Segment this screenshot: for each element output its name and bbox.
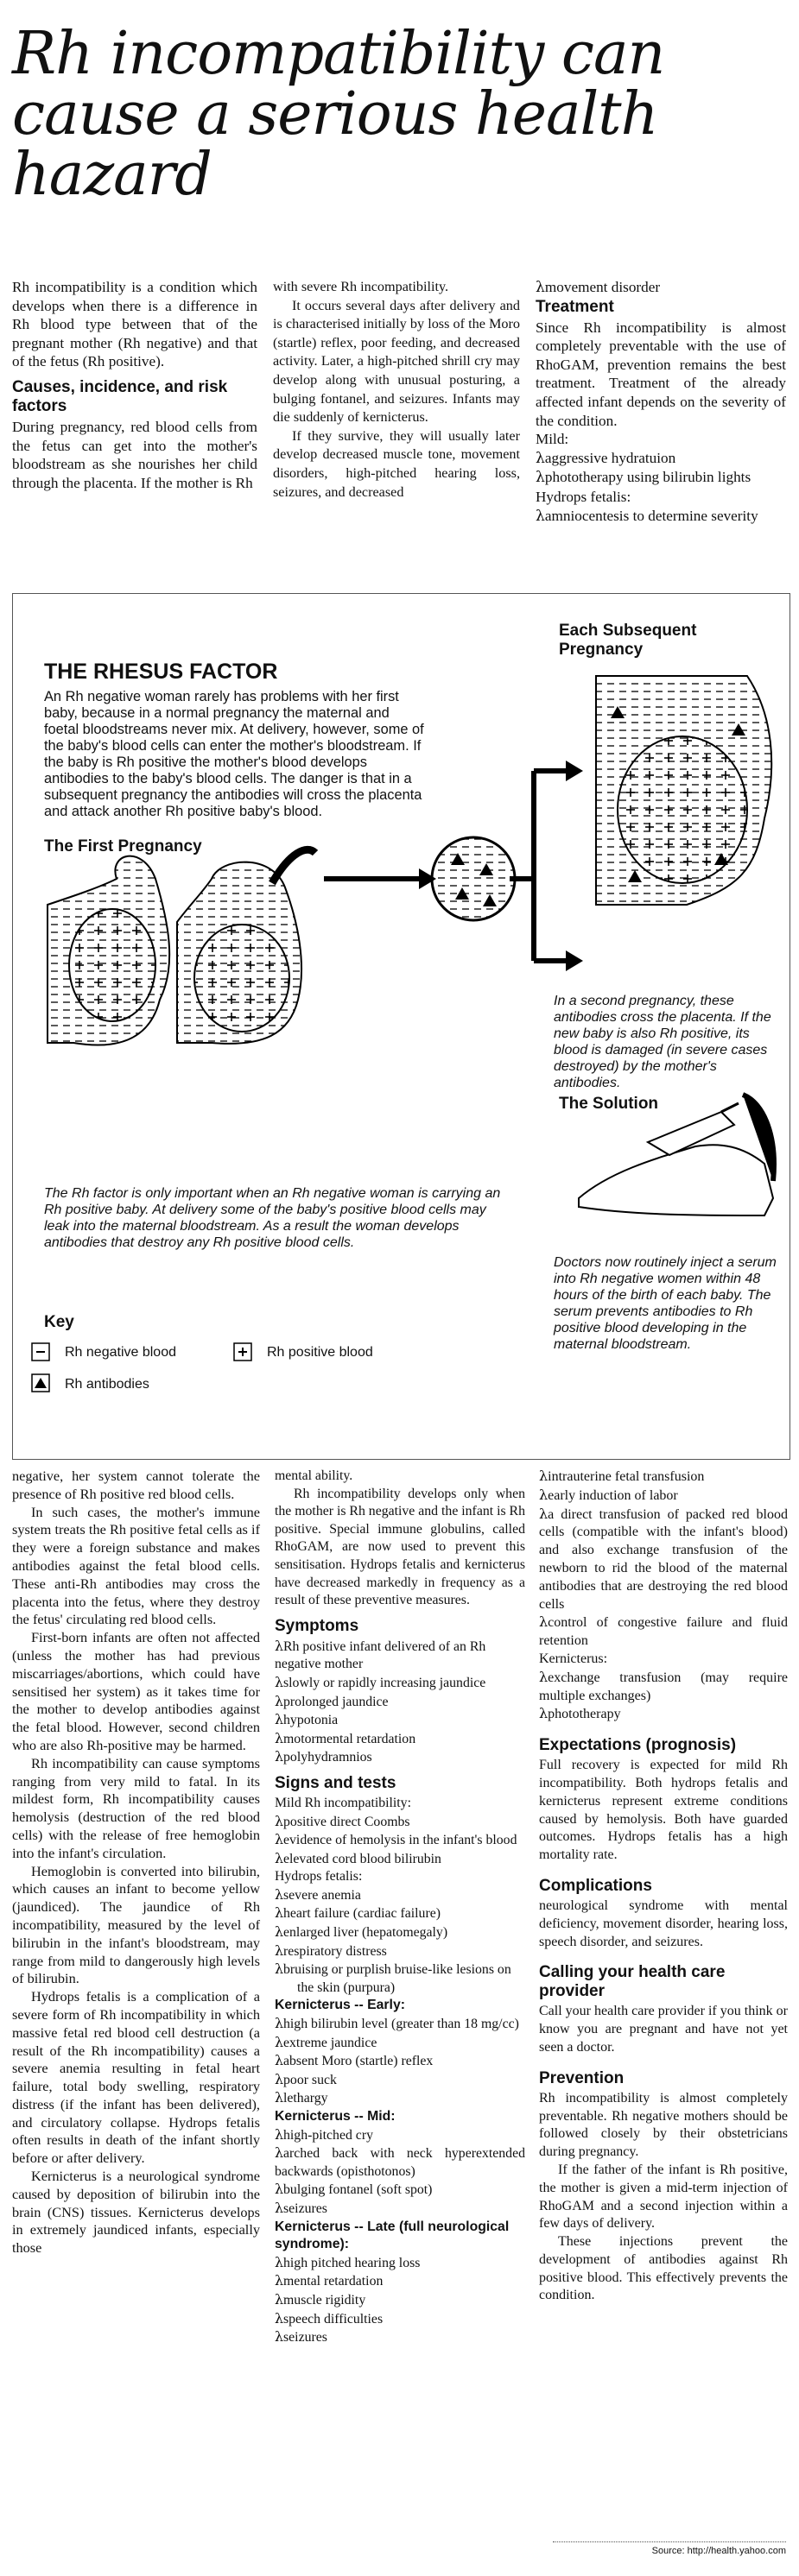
source-credit: Source: http://health.yahoo.com — [553, 2541, 786, 2556]
body-paragraph: Rh incompatibility develops only when the mother is Rh negative and the infant is Rh positive. Special immune globulins, called RhoGAM, are now used to prevent this sensitisation. Hydrops fetalis and kernicterus have decreased markedly in frequency as a result of these preventive measures. — [275, 1486, 525, 1608]
list-item: λbulging fontanel (soft spot) — [275, 2181, 433, 2198]
list-item: λhigh-pitched cry — [275, 2125, 373, 2143]
body-paragraph: Hemoglobin is converted into bilirubin, which causes an infant to become yellow (jaundiced). The jaundice of Rh incompatibility, measured by the level of bilirubin in the infant's bloodstream, may range from mild to dangerously high levels of bilirubin. — [12, 1862, 260, 1987]
list-item: λslowly or rapidly increasing jaundice — [275, 1673, 486, 1690]
list-item: λpositive direct Coombs — [275, 1812, 410, 1829]
list-item: λevidence of hemolysis in the infant's blood — [275, 1831, 517, 1848]
solution-label: The Solution — [559, 1095, 659, 1113]
list-item: λbruising or purplish bruise-like lesions on the skin (purpura) — [275, 1960, 511, 1995]
symptoms-heading: Symptoms — [275, 1616, 359, 1635]
first-pregnancy-label: The First Pregnancy — [44, 837, 202, 856]
calling-provider-heading: Calling your health care provider — [539, 1963, 726, 2001]
prevention-paragraph: These injections prevent the development of antibodies against Rh positive blood. This effectively prevents the condition. — [539, 2234, 788, 2303]
body-paragraph: First-born infants are often not affected (unless the mother has had previous miscarriages/abortions, which could have sensitised her system) as it takes time for the mother to develop antibodies against the fetal blood. However, second children who are also Rh-positive may be harmed. — [12, 1629, 260, 1753]
first-pregnancy-figure-1 — [48, 856, 169, 1045]
expectations-heading: Expectations (prognosis) — [539, 1736, 737, 1755]
subsequent-pregnancy-label: Each Subsequent Pregnancy — [559, 622, 697, 659]
rh-factor-caption: The Rh factor is only important when an Rh negative woman is carrying an Rh positive baby. At delivery some of the baby's positive blood cells may leak into the maternal bloodstream. As a result the woman develops antibodies that destroy any Rh positive blood cells. — [44, 1186, 501, 1250]
figure-title: THE RHESUS FACTOR — [44, 660, 278, 684]
figure-intro: An Rh negative woman rarely has problems with her first baby, because in a normal pregnancy the maternal and foetal bloodstreams never mix. At delivery, however, some of the baby's blood cells can enter the mother's bloodstream. If the baby is Rh positive the mother's blood develops antibodies to the baby's blood cells. The danger is that in a subsequent pregnancy the antibodies will cross the placenta and attack another Rh positive baby's blood. — [44, 689, 424, 819]
col2-paragraph: It occurs several days after delivery and is characterised initially by loss of the Moro (startle) reflex, poor feeding, and decreased activity. Later, a high-pitched shrill cry may develop along with unusual posturing, a bulging fontanel, and seizures. Infants may die suddenly of kernicterus. — [273, 297, 520, 426]
list-item: λseizures — [275, 2328, 327, 2346]
list-item: λmuscle rigidity — [275, 2290, 366, 2308]
key-negative-label: Rh negative blood — [65, 1345, 176, 1360]
key-title: Key — [44, 1313, 74, 1331]
list-item: λa direct transfusion of packed red blood cells (compatible with the infant's blood) and also exchange transfusion of the newborn to rid the blood of the maternal antibodies that are destroying the red blood cells — [539, 1505, 788, 1612]
list-item: λprolonged jaundice — [275, 1692, 389, 1709]
antibody-circle — [432, 837, 515, 920]
list-item: λheart failure (cardiac failure) — [275, 1904, 441, 1922]
hydrops-label: Hydrops fetalis: — [275, 1869, 363, 1885]
subsequent-caption: In a second pregnancy, these antibodies cross the placenta. If the new baby is also Rh positive, its blood is damaged (in severe cases destroyed) by the mother's antibodies. — [554, 994, 771, 1090]
headline: Rh incompatibility can cause a serious health hazard — [12, 20, 665, 209]
list-item: λhigh bilirubin level (greater than 18 mg/cc) — [275, 2015, 519, 2032]
treatment-paragraph: Since Rh incompatibility is almost completely preventable with the use of RhoGAM, prevention remains the best treatment. Treatment of the already affected infant depends on the severity of the condition. — [536, 319, 786, 429]
list-item: λenlarged liver (hepatomegaly) — [275, 1923, 448, 1941]
complications-heading: Complications — [539, 1876, 652, 1895]
body-paragraph: In such cases, the mother's immune system treats the Rh positive fetal cells as if they were a foreign substance and makes antibodies against the fetal blood cells. These anti-Rh antibodies may cross the placenta into the fetus, where they destroy the fetus' circulating red blood cells. — [12, 1503, 260, 1628]
mild-label: Mild: — [536, 431, 569, 448]
intro-column-3 — [536, 278, 786, 526]
list-item: λlethargy — [275, 2089, 328, 2106]
list-item: λextreme jaundice — [275, 2033, 377, 2050]
list-item: λamniocentesis to determine severity — [536, 507, 758, 525]
body-column-3 — [539, 1468, 788, 2305]
kernicterus-late-label: Kernicterus -- Late (full neurological syndrome): — [275, 2219, 510, 2252]
list-item: λsevere anemia — [275, 1885, 361, 1903]
list-item: λseizures — [275, 2199, 327, 2216]
list-item: λspeech difficulties — [275, 2309, 384, 2327]
list-item: λaggressive hydratuion — [536, 449, 676, 467]
body-paragraph: mental ability. — [275, 1468, 353, 1483]
key-positive-label: Rh positive blood — [267, 1345, 373, 1360]
mild-label: Mild Rh incompatibility: — [275, 1795, 411, 1810]
body-paragraph: Rh incompatibility can cause symptoms ranging from very mild to fatal. In its mildest form, Rh incompatibility causes hemolysis (destruction of the red blood cells) with the release of free hemoglobin into the infant's circulation. — [12, 1754, 260, 1861]
list-item: λcontrol of congestive failure and fluid retention — [539, 1613, 788, 1649]
list-item: λmental retardation — [275, 2272, 384, 2289]
rhesus-factor-figure — [12, 593, 790, 1460]
list-item: λphototherapy — [539, 1705, 621, 1722]
key-antibodies-label: Rh antibodies — [65, 1377, 149, 1392]
list-item: λearly induction of labor — [539, 1486, 678, 1503]
list-item: λelevated cord blood bilirubin — [275, 1849, 441, 1866]
complications-paragraph: neurological syndrome with mental deficiency, movement disorder, hearing loss, speech disorder, and seizures. — [539, 1897, 788, 1949]
kernicterus-mid-label: Kernicterus -- Mid: — [275, 2109, 396, 2124]
list-item: λmovement disorder — [536, 279, 661, 296]
list-item: λabsent Moro (startle) reflex — [275, 2052, 434, 2069]
list-item: λarched back with neck hyperextended backwards (opisthotonos) — [275, 2144, 525, 2179]
list-item: λintrauterine fetal transfusion — [539, 1468, 705, 1484]
body-paragraph: Hydrops fetalis is a complication of a severe form of Rh incompatibility in which massive fetal red blood cell destruction (a result of the Rh incompatibility) causes a severe anemia resulting in fetal heart failure, total body swelling, respiratory distress (if the infant has been delivered), and circulatory collapse. Hydrops fetalis often results in death of the infant shortly before or after delivery. — [12, 1988, 260, 2167]
treatment-heading: Treatment — [536, 297, 614, 316]
kernicterus-label: Kernicterus: — [539, 1651, 608, 1666]
prevention-paragraph: Rh incompatibility is almost completely preventable. Rh negative mothers should be followed closely by their obstetricians during pregnancy. — [539, 2090, 788, 2160]
intro-column-2 — [273, 278, 520, 502]
calling-provider-paragraph: Call your health care provider if you think or know you are pregnant and have not yet seen a doctor. — [539, 2004, 788, 2055]
causes-heading: Causes, incidence, and risk factors — [12, 377, 228, 415]
list-item: λhypotonia — [275, 1711, 339, 1728]
hydrops-label: Hydrops fetalis: — [536, 488, 631, 505]
body-paragraph: Kernicterus is a neurological syndrome caused by deposition of bilirubin into the brain (CNS) tissues. Kernicterus develops in extremely jaundiced infants, especially those — [12, 2168, 260, 2257]
first-pregnancy-figure-2 — [177, 849, 315, 1044]
signs-heading: Signs and tests — [275, 1773, 396, 1792]
col2-paragraph: If they survive, they will usually later develop decreased muscle tone, movement disorders, high-pitched hearing loss, seizures, and decreased — [273, 427, 520, 500]
subsequent-pregnancy-figure — [596, 676, 771, 905]
list-item: λexchange transfusion (may require multiple exchanges) — [539, 1668, 788, 1703]
list-item: λRh positive infant delivered of an Rh negative mother — [275, 1637, 486, 1672]
expectations-paragraph: Full recovery is expected for mild Rh incompatibility. Both hydrops fetalis and kernicterus represent extreme conditions caused by hemolysis. Both have guarded outcomes. Hydrops fetalis has a high mortality rate. — [539, 1758, 788, 1863]
solution-caption: Doctors now routinely inject a serum into Rh negative women within 48 hours of the birth of each baby. The serum prevents antibodies to Rh positive blood developing in the maternal bloodstream. — [554, 1255, 777, 1352]
list-item: λphototherapy using bilirubin lights — [536, 469, 751, 487]
body-column-2 — [275, 1468, 525, 2347]
body-column-1 — [12, 1468, 260, 2257]
list-item: λrespiratory distress — [275, 1941, 387, 1959]
causes-paragraph: During pregnancy, red blood cells from the fetus can get into the mother's bloodstream as she nourishes her child through the placenta. If the mother is Rh — [12, 418, 257, 491]
body-paragraph: negative, her system cannot tolerate the presence of Rh positive red blood cells. — [12, 1468, 260, 1502]
prevention-heading: Prevention — [539, 2068, 625, 2087]
list-item: λpolyhydramnios — [275, 1748, 372, 1765]
kernicterus-early-label: Kernicterus -- Early: — [275, 1998, 405, 2013]
prevention-paragraph: If the father of the infant is Rh positive, the mother is given a mid-term injection of RhoGAM and a second injection within a few days of delivery. — [539, 2162, 788, 2232]
intro-column-1 — [12, 278, 257, 492]
list-item: λpoor suck — [275, 2070, 337, 2087]
col2-paragraph: with severe Rh incompatibility. — [273, 279, 449, 294]
list-item: λhigh pitched hearing loss — [275, 2253, 421, 2270]
list-item: λmotormental retardation — [275, 1729, 416, 1746]
intro-paragraph: Rh incompatibility is a condition which develops when there is a difference in Rh blood type between that of the pregnant mother (Rh negative) and that of the fetus (Rh positive). — [12, 279, 257, 370]
